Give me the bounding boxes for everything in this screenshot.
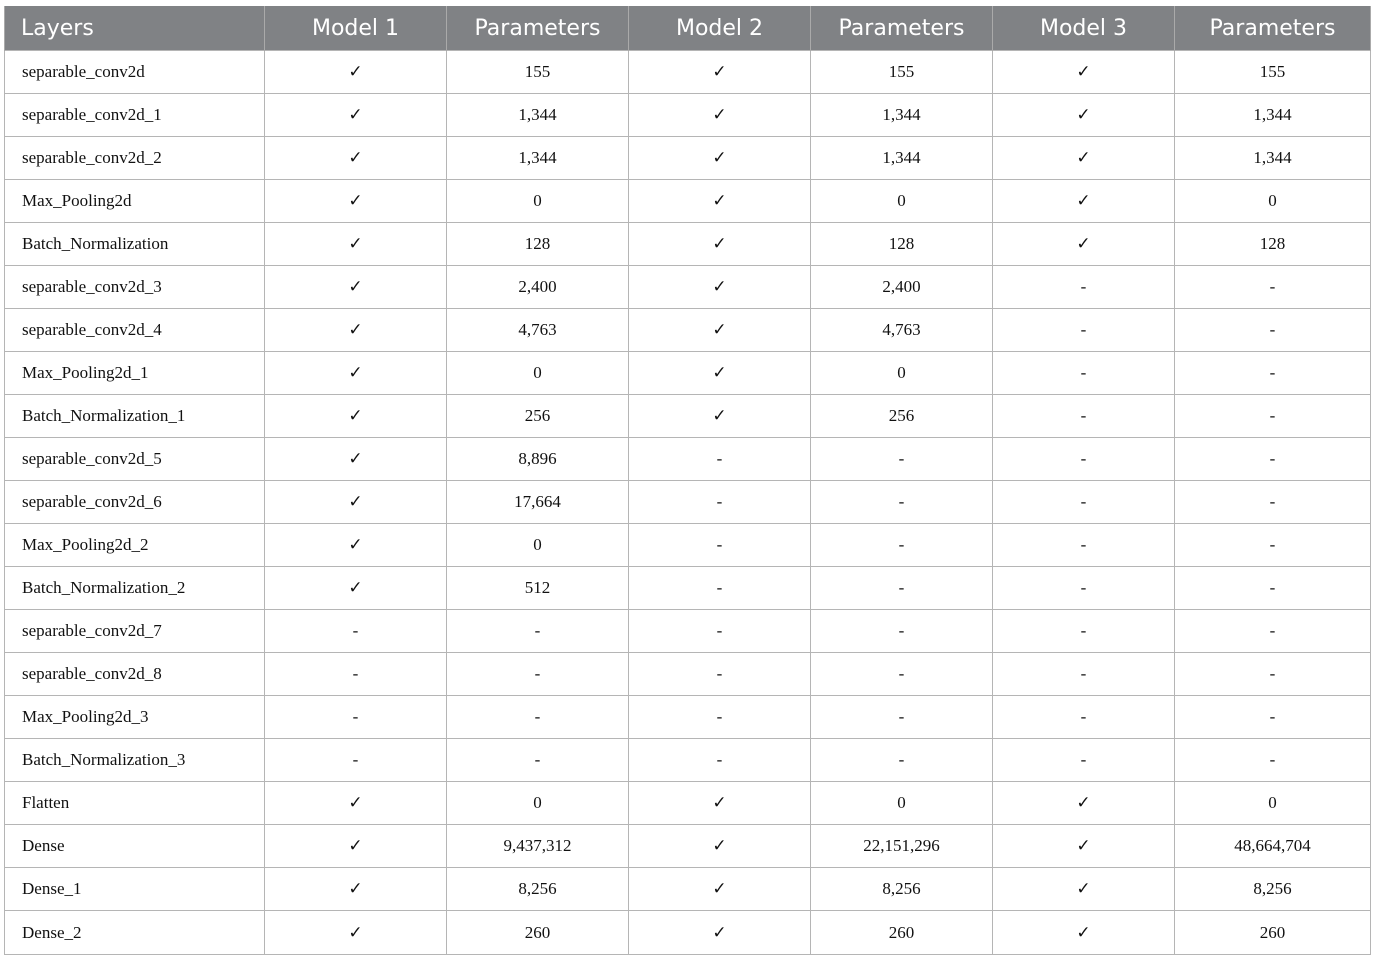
table-row — [5, 653, 1371, 696]
parameters-3-cell: 1,344 — [1175, 94, 1371, 137]
parameters-1-cell: - — [447, 610, 629, 653]
model-2-cell: - — [629, 481, 811, 524]
model-1-cell: ✓ — [265, 180, 447, 223]
parameters-1-cell: 1,344 — [447, 137, 629, 180]
model-3-cell: ✓ — [993, 868, 1175, 911]
parameters-2-cell: - — [811, 696, 993, 739]
model-3-cell: - — [993, 309, 1175, 352]
parameters-1-cell: 0 — [447, 782, 629, 825]
model-3-cell: ✓ — [993, 137, 1175, 180]
table-row — [5, 438, 1371, 481]
layers-parameters-table — [4, 6, 1371, 955]
model-3-cell: ✓ — [993, 782, 1175, 825]
parameters-2-cell: - — [811, 653, 993, 696]
model-1-cell: ✓ — [265, 868, 447, 911]
layer-name-cell: separable_conv2d_4 — [5, 309, 265, 352]
model-3-cell: ✓ — [993, 825, 1175, 868]
parameters-1-cell: - — [447, 653, 629, 696]
layer-name-cell: Flatten — [5, 782, 265, 825]
model-2-cell: ✓ — [629, 782, 811, 825]
table-row — [5, 180, 1371, 223]
model-2-cell: ✓ — [629, 266, 811, 309]
parameters-2-cell: 4,763 — [811, 309, 993, 352]
parameters-2-cell: 155 — [811, 51, 993, 94]
model-3-cell: - — [993, 352, 1175, 395]
table-row — [5, 266, 1371, 309]
parameters-1-cell: 8,896 — [447, 438, 629, 481]
layer-name-cell: Dense_2 — [5, 911, 265, 955]
table-row — [5, 524, 1371, 567]
table-row — [5, 610, 1371, 653]
layer-name-cell: separable_conv2d_2 — [5, 137, 265, 180]
parameters-1-cell: 0 — [447, 180, 629, 223]
layer-name-cell: Dense — [5, 825, 265, 868]
model-2-cell: ✓ — [629, 911, 811, 955]
model-3-cell: - — [993, 438, 1175, 481]
parameters-3-cell: - — [1175, 438, 1371, 481]
parameters-1-cell: 1,344 — [447, 94, 629, 137]
parameters-3-cell: - — [1175, 739, 1371, 782]
model-1-cell: ✓ — [265, 481, 447, 524]
header-row — [5, 6, 1371, 51]
parameters-2-cell: 0 — [811, 782, 993, 825]
parameters-2-cell: 0 — [811, 180, 993, 223]
parameters-1-cell: 512 — [447, 567, 629, 610]
parameters-2-cell: - — [811, 524, 993, 567]
model-3-cell: - — [993, 653, 1175, 696]
parameters-1-cell: 17,664 — [447, 481, 629, 524]
table-body — [5, 51, 1371, 955]
parameters-2-cell: - — [811, 481, 993, 524]
parameters-2-cell: - — [811, 610, 993, 653]
parameters-2-cell: 256 — [811, 395, 993, 438]
column-header-parameters-1: Parameters — [447, 6, 629, 51]
table-row — [5, 309, 1371, 352]
parameters-3-cell: - — [1175, 481, 1371, 524]
table-row — [5, 137, 1371, 180]
parameters-3-cell: 260 — [1175, 911, 1371, 955]
layer-name-cell: Dense_1 — [5, 868, 265, 911]
model-2-cell: ✓ — [629, 868, 811, 911]
parameters-3-cell: - — [1175, 524, 1371, 567]
layer-name-cell: Max_Pooling2d_2 — [5, 524, 265, 567]
parameters-2-cell: 1,344 — [811, 137, 993, 180]
model-3-cell: ✓ — [993, 223, 1175, 266]
layer-name-cell: separable_conv2d_5 — [5, 438, 265, 481]
layer-name-cell: separable_conv2d_3 — [5, 266, 265, 309]
layer-name-cell: separable_conv2d_6 — [5, 481, 265, 524]
model-1-cell: ✓ — [265, 94, 447, 137]
model-1-cell: ✓ — [265, 352, 447, 395]
parameters-3-cell: 128 — [1175, 223, 1371, 266]
layer-name-cell: separable_conv2d_1 — [5, 94, 265, 137]
model-3-cell: - — [993, 739, 1175, 782]
column-header-model-1: Model 1 — [265, 6, 447, 51]
parameters-2-cell: 260 — [811, 911, 993, 955]
model-1-cell: - — [265, 739, 447, 782]
model-3-cell: - — [993, 524, 1175, 567]
parameters-2-cell: - — [811, 739, 993, 782]
parameters-1-cell: - — [447, 739, 629, 782]
table-row — [5, 782, 1371, 825]
layer-name-cell: separable_conv2d — [5, 51, 265, 94]
parameters-2-cell: - — [811, 567, 993, 610]
model-3-cell: - — [993, 567, 1175, 610]
layer-name-cell: Max_Pooling2d_3 — [5, 696, 265, 739]
parameters-3-cell: 0 — [1175, 782, 1371, 825]
layer-name-cell: Batch_Normalization_1 — [5, 395, 265, 438]
parameters-2-cell: 2,400 — [811, 266, 993, 309]
parameters-3-cell: - — [1175, 266, 1371, 309]
parameters-1-cell: 260 — [447, 911, 629, 955]
model-1-cell: - — [265, 696, 447, 739]
table-row — [5, 696, 1371, 739]
parameters-1-cell: 155 — [447, 51, 629, 94]
parameters-1-cell: 2,400 — [447, 266, 629, 309]
model-2-cell: - — [629, 653, 811, 696]
parameters-1-cell: 4,763 — [447, 309, 629, 352]
model-2-cell: ✓ — [629, 223, 811, 266]
model-1-cell: - — [265, 653, 447, 696]
model-3-cell: - — [993, 481, 1175, 524]
model-2-cell: - — [629, 696, 811, 739]
parameters-1-cell: 9,437,312 — [447, 825, 629, 868]
parameters-1-cell: 0 — [447, 524, 629, 567]
model-1-cell: ✓ — [265, 438, 447, 481]
model-2-cell: ✓ — [629, 94, 811, 137]
parameters-1-cell: 256 — [447, 395, 629, 438]
parameters-1-cell: 0 — [447, 352, 629, 395]
parameters-3-cell: - — [1175, 653, 1371, 696]
model-1-cell: ✓ — [265, 782, 447, 825]
table-row — [5, 51, 1371, 94]
parameters-3-cell: - — [1175, 610, 1371, 653]
model-1-cell: ✓ — [265, 395, 447, 438]
table-row — [5, 223, 1371, 266]
model-1-cell: - — [265, 610, 447, 653]
parameters-2-cell: 22,151,296 — [811, 825, 993, 868]
model-1-cell: ✓ — [265, 309, 447, 352]
layer-name-cell: Batch_Normalization_2 — [5, 567, 265, 610]
column-header-model-2: Model 2 — [629, 6, 811, 51]
model-1-cell: ✓ — [265, 825, 447, 868]
parameters-3-cell: - — [1175, 352, 1371, 395]
parameters-3-cell: 8,256 — [1175, 868, 1371, 911]
model-2-cell: - — [629, 610, 811, 653]
model-3-cell: ✓ — [993, 51, 1175, 94]
table-row — [5, 739, 1371, 782]
column-header-model-3: Model 3 — [993, 6, 1175, 51]
layer-name-cell: Batch_Normalization_3 — [5, 739, 265, 782]
model-3-cell: - — [993, 266, 1175, 309]
parameters-1-cell: 128 — [447, 223, 629, 266]
parameters-2-cell: - — [811, 438, 993, 481]
table-row — [5, 395, 1371, 438]
model-2-cell: - — [629, 739, 811, 782]
parameters-2-cell: 128 — [811, 223, 993, 266]
model-3-cell: - — [993, 610, 1175, 653]
model-2-cell: ✓ — [629, 51, 811, 94]
parameters-3-cell: 1,344 — [1175, 137, 1371, 180]
parameters-3-cell: 0 — [1175, 180, 1371, 223]
model-1-cell: ✓ — [265, 266, 447, 309]
model-2-cell: - — [629, 524, 811, 567]
layer-name-cell: separable_conv2d_7 — [5, 610, 265, 653]
table-row — [5, 868, 1371, 911]
model-2-cell: ✓ — [629, 352, 811, 395]
parameters-2-cell: 8,256 — [811, 868, 993, 911]
model-1-cell: ✓ — [265, 911, 447, 955]
model-2-cell: ✓ — [629, 395, 811, 438]
model-2-cell: ✓ — [629, 137, 811, 180]
layer-name-cell: separable_conv2d_8 — [5, 653, 265, 696]
parameters-2-cell: 0 — [811, 352, 993, 395]
model-1-cell: ✓ — [265, 223, 447, 266]
column-header-layers: Layers — [5, 6, 265, 51]
model-2-cell: ✓ — [629, 825, 811, 868]
parameters-3-cell: 48,664,704 — [1175, 825, 1371, 868]
table-row — [5, 825, 1371, 868]
model-1-cell: ✓ — [265, 51, 447, 94]
layer-name-cell: Max_Pooling2d — [5, 180, 265, 223]
model-3-cell: ✓ — [993, 911, 1175, 955]
model-1-cell: ✓ — [265, 137, 447, 180]
model-3-cell: ✓ — [993, 180, 1175, 223]
model-3-cell: - — [993, 395, 1175, 438]
layer-name-cell: Batch_Normalization — [5, 223, 265, 266]
model-2-cell: ✓ — [629, 309, 811, 352]
column-header-parameters-3: Parameters — [1175, 6, 1371, 51]
parameters-3-cell: - — [1175, 696, 1371, 739]
model-2-cell: - — [629, 438, 811, 481]
model-1-cell: ✓ — [265, 524, 447, 567]
parameters-2-cell: 1,344 — [811, 94, 993, 137]
model-2-cell: ✓ — [629, 180, 811, 223]
table-row — [5, 481, 1371, 524]
model-2-cell: - — [629, 567, 811, 610]
model-1-cell: ✓ — [265, 567, 447, 610]
model-3-cell: ✓ — [993, 94, 1175, 137]
parameters-3-cell: 155 — [1175, 51, 1371, 94]
column-header-parameters-2: Parameters — [811, 6, 993, 51]
parameters-1-cell: 8,256 — [447, 868, 629, 911]
parameters-3-cell: - — [1175, 567, 1371, 610]
table-row — [5, 567, 1371, 610]
model-3-cell: - — [993, 696, 1175, 739]
parameters-1-cell: - — [447, 696, 629, 739]
table-row — [5, 911, 1371, 955]
table-row — [5, 352, 1371, 395]
parameters-3-cell: - — [1175, 309, 1371, 352]
table-row — [5, 94, 1371, 137]
layer-name-cell: Max_Pooling2d_1 — [5, 352, 265, 395]
parameters-3-cell: - — [1175, 395, 1371, 438]
